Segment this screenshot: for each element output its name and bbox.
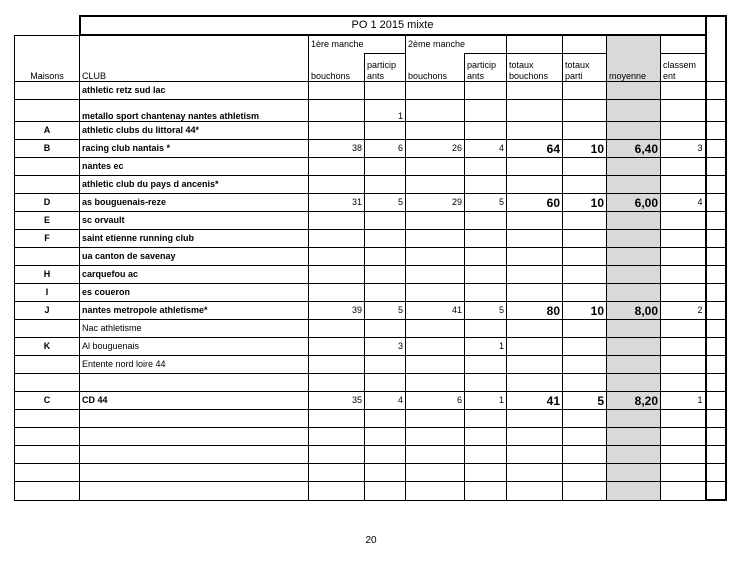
- cell-maison: [15, 410, 80, 428]
- cell-totaux-parti: 5: [563, 392, 607, 410]
- cell-participants-2: 5: [465, 302, 507, 320]
- cell-participants-2: [465, 82, 507, 100]
- cell-club: [80, 446, 309, 464]
- cell-club: [80, 374, 309, 392]
- cell-participants-2: [465, 212, 507, 230]
- cell-participants-2: 5: [465, 194, 507, 212]
- cell-classement: [661, 374, 706, 392]
- cell-totaux-bouchons: [507, 410, 563, 428]
- cell-maison: J: [15, 302, 80, 320]
- cell-totaux-bouchons: [507, 320, 563, 338]
- cell-moyenne: [607, 82, 661, 100]
- header-maisons: Maisons: [15, 54, 80, 82]
- cell-participants-1: [365, 410, 406, 428]
- cell-totaux-parti: [563, 338, 607, 356]
- header-participants-2: particip ants: [465, 54, 507, 82]
- cell-bouchons-1: [309, 410, 365, 428]
- table-row: [15, 338, 726, 356]
- cell-participants-2: [465, 482, 507, 501]
- cell-participants-2: [465, 320, 507, 338]
- cell-bouchons-2: [406, 356, 465, 374]
- cell-participants-2: [465, 248, 507, 266]
- cell-participants-1: [365, 446, 406, 464]
- cell-classement: [661, 158, 706, 176]
- cell-bouchons-1: [309, 356, 365, 374]
- cell-participants-2: [465, 176, 507, 194]
- cell-totaux-parti: [563, 464, 607, 482]
- header-club: CLUB: [80, 54, 309, 82]
- cell-participants-1: [365, 374, 406, 392]
- cell-bouchons-2: [406, 446, 465, 464]
- cell-participants-1: [365, 284, 406, 302]
- cell-totaux-bouchons: [507, 284, 563, 302]
- table-row: [15, 140, 726, 158]
- cell-totaux-bouchons: [507, 446, 563, 464]
- cell-moyenne: [607, 446, 661, 464]
- cell-maison: K: [15, 338, 80, 356]
- cell-participants-2: [465, 158, 507, 176]
- cell-totaux-bouchons: 60: [507, 194, 563, 212]
- cell-bouchons-2: [406, 230, 465, 248]
- cell-participants-1: 6: [365, 140, 406, 158]
- cell-maison: [15, 374, 80, 392]
- cell-participants-1: [365, 122, 406, 140]
- cell-club: Nac athletisme: [80, 320, 309, 338]
- cell-classement: [661, 100, 706, 122]
- cell-totaux-parti: [563, 410, 607, 428]
- cell-participants-2: 4: [465, 140, 507, 158]
- cell-maison: [15, 482, 80, 501]
- header-participants-1: particip ants: [365, 54, 406, 82]
- cell-bouchons-1: [309, 482, 365, 501]
- cell-club: es coueron: [80, 284, 309, 302]
- cell-classement: [661, 338, 706, 356]
- cell-maison: C: [15, 392, 80, 410]
- table-row: [15, 446, 726, 464]
- cell-participants-1: 3: [365, 338, 406, 356]
- cell-maison: [15, 428, 80, 446]
- cell-totaux-parti: 10: [563, 140, 607, 158]
- cell-bouchons-1: [309, 374, 365, 392]
- cell-bouchons-2: 26: [406, 140, 465, 158]
- cell-maison: [15, 464, 80, 482]
- cell-bouchons-2: [406, 482, 465, 501]
- cell-maison: E: [15, 212, 80, 230]
- cell-bouchons-1: [309, 428, 365, 446]
- cell-totaux-bouchons: [507, 176, 563, 194]
- cell-bouchons-1: [309, 212, 365, 230]
- cell-club: saint etienne running club: [80, 230, 309, 248]
- cell-bouchons-2: [406, 374, 465, 392]
- cell-moyenne: [607, 410, 661, 428]
- cell-totaux-parti: [563, 230, 607, 248]
- cell-maison: [15, 158, 80, 176]
- cell-totaux-parti: [563, 82, 607, 100]
- cell-maison: [15, 176, 80, 194]
- cell-classement: [661, 266, 706, 284]
- cell-participants-1: [365, 176, 406, 194]
- page-number: 20: [365, 535, 377, 546]
- cell-totaux-bouchons: 64: [507, 140, 563, 158]
- manche-1-label: 1ère manche: [309, 35, 406, 54]
- cell-participants-2: [465, 230, 507, 248]
- cell-moyenne: 6,40: [607, 140, 661, 158]
- cell-totaux-bouchons: [507, 374, 563, 392]
- cell-participants-1: [365, 212, 406, 230]
- cell-club: [80, 464, 309, 482]
- header-classement: classem ent: [661, 54, 706, 82]
- cell-classement: 2: [661, 302, 706, 320]
- cell-totaux-bouchons: [507, 482, 563, 501]
- cell-classement: [661, 482, 706, 501]
- cell-classement: [661, 410, 706, 428]
- cell-bouchons-2: [406, 100, 465, 122]
- cell-totaux-bouchons: 41: [507, 392, 563, 410]
- cell-classement: 3: [661, 140, 706, 158]
- cell-participants-2: [465, 122, 507, 140]
- cell-totaux-bouchons: [507, 266, 563, 284]
- manche-2-label: 2ème manche: [406, 35, 507, 54]
- cell-participants-1: [365, 248, 406, 266]
- cell-bouchons-1: [309, 100, 365, 122]
- cell-participants-1: [365, 356, 406, 374]
- cell-bouchons-2: [406, 338, 465, 356]
- table-row: [15, 482, 726, 501]
- cell-maison: [15, 320, 80, 338]
- cell-moyenne: [607, 338, 661, 356]
- cell-totaux-parti: [563, 212, 607, 230]
- cell-totaux-parti: [563, 158, 607, 176]
- cell-totaux-bouchons: [507, 122, 563, 140]
- cell-bouchons-2: 6: [406, 392, 465, 410]
- header-bouchons-2: bouchons: [406, 54, 465, 82]
- cell-participants-1: [365, 320, 406, 338]
- table-row: [15, 392, 726, 410]
- table-row: [15, 428, 726, 446]
- cell-participants-1: 5: [365, 194, 406, 212]
- cell-moyenne: [607, 266, 661, 284]
- cell-maison: H: [15, 266, 80, 284]
- table-row: [15, 212, 726, 230]
- cell-moyenne: [607, 374, 661, 392]
- table-row: [15, 302, 726, 320]
- cell-classement: [661, 82, 706, 100]
- cell-totaux-bouchons: [507, 100, 563, 122]
- cell-participants-1: [365, 464, 406, 482]
- cell-bouchons-1: [309, 248, 365, 266]
- cell-bouchons-2: [406, 284, 465, 302]
- table-row: [15, 320, 726, 338]
- header-moyenne: moyenne: [607, 54, 661, 82]
- cell-totaux-parti: [563, 100, 607, 122]
- table-row: [15, 122, 726, 140]
- cell-classement: [661, 464, 706, 482]
- cell-participants-1: [365, 482, 406, 501]
- cell-bouchons-2: [406, 320, 465, 338]
- column-header-row: [15, 54, 726, 82]
- cell-maison: I: [15, 284, 80, 302]
- cell-moyenne: [607, 248, 661, 266]
- cell-participants-1: 1: [365, 100, 406, 122]
- cell-participants-2: [465, 100, 507, 122]
- cell-totaux-parti: [563, 320, 607, 338]
- cell-maison: A: [15, 122, 80, 140]
- cell-bouchons-1: 35: [309, 392, 365, 410]
- cell-moyenne: [607, 176, 661, 194]
- cell-totaux-bouchons: [507, 212, 563, 230]
- cell-bouchons-2: [406, 122, 465, 140]
- table-row: [15, 176, 726, 194]
- cell-totaux-bouchons: [507, 248, 563, 266]
- cell-moyenne: [607, 100, 661, 122]
- cell-participants-2: 1: [465, 338, 507, 356]
- cell-moyenne: [607, 158, 661, 176]
- cell-bouchons-2: [406, 82, 465, 100]
- cell-totaux-bouchons: [507, 230, 563, 248]
- table-row: [15, 266, 726, 284]
- cell-club: carquefou ac: [80, 266, 309, 284]
- results-table: [14, 15, 727, 501]
- cell-participants-1: 5: [365, 302, 406, 320]
- cell-moyenne: [607, 464, 661, 482]
- cell-bouchons-2: [406, 248, 465, 266]
- cell-maison: D: [15, 194, 80, 212]
- cell-club: [80, 428, 309, 446]
- table-row: [15, 194, 726, 212]
- cell-totaux-bouchons: [507, 338, 563, 356]
- cell-totaux-bouchons: [507, 464, 563, 482]
- cell-bouchons-1: [309, 266, 365, 284]
- cell-club: [80, 482, 309, 501]
- table-row: [15, 410, 726, 428]
- cell-classement: [661, 248, 706, 266]
- cell-moyenne: [607, 320, 661, 338]
- cell-totaux-parti: [563, 176, 607, 194]
- cell-bouchons-1: [309, 320, 365, 338]
- cell-participants-1: [365, 230, 406, 248]
- cell-club: racing club nantais *: [80, 140, 309, 158]
- cell-totaux-bouchons: [507, 428, 563, 446]
- cell-totaux-parti: [563, 374, 607, 392]
- header-bouchons-1: bouchons: [309, 54, 365, 82]
- cell-classement: [661, 230, 706, 248]
- cell-moyenne: 8,00: [607, 302, 661, 320]
- cell-totaux-parti: [563, 428, 607, 446]
- cell-participants-1: [365, 428, 406, 446]
- cell-totaux-bouchons: [507, 82, 563, 100]
- cell-maison: B: [15, 140, 80, 158]
- cell-bouchons-1: [309, 158, 365, 176]
- cell-participants-1: [365, 158, 406, 176]
- cell-bouchons-2: [406, 158, 465, 176]
- cell-participants-1: [365, 266, 406, 284]
- table-row: [15, 464, 726, 482]
- title-row: [15, 16, 726, 35]
- cell-classement: [661, 320, 706, 338]
- cell-participants-2: [465, 266, 507, 284]
- cell-bouchons-2: [406, 266, 465, 284]
- cell-bouchons-1: 31: [309, 194, 365, 212]
- cell-moyenne: 8,20: [607, 392, 661, 410]
- cell-bouchons-1: [309, 176, 365, 194]
- cell-participants-1: 4: [365, 392, 406, 410]
- cell-moyenne: [607, 356, 661, 374]
- table-row: [15, 356, 726, 374]
- cell-moyenne: [607, 428, 661, 446]
- cell-participants-2: [465, 374, 507, 392]
- cell-totaux-bouchons: [507, 158, 563, 176]
- cell-participants-2: [465, 410, 507, 428]
- table-row: [15, 158, 726, 176]
- cell-totaux-parti: 10: [563, 194, 607, 212]
- cell-participants-2: [465, 356, 507, 374]
- cell-bouchons-1: [309, 284, 365, 302]
- cell-bouchons-1: [309, 338, 365, 356]
- cell-maison: F: [15, 230, 80, 248]
- table-row: [15, 100, 726, 122]
- cell-classement: [661, 176, 706, 194]
- cell-participants-1: [365, 82, 406, 100]
- cell-maison: [15, 446, 80, 464]
- cell-maison: [15, 82, 80, 100]
- cell-bouchons-2: 29: [406, 194, 465, 212]
- cell-maison: [15, 356, 80, 374]
- table-row: [15, 374, 726, 392]
- cell-moyenne: [607, 230, 661, 248]
- cell-bouchons-1: 38: [309, 140, 365, 158]
- cell-classement: [661, 212, 706, 230]
- cell-moyenne: [607, 482, 661, 501]
- cell-totaux-parti: [563, 122, 607, 140]
- cell-bouchons-1: 39: [309, 302, 365, 320]
- cell-totaux-parti: 10: [563, 302, 607, 320]
- cell-club: nantes metropole athletisme*: [80, 302, 309, 320]
- cell-club: Al bouguenais: [80, 338, 309, 356]
- cell-moyenne: 6,00: [607, 194, 661, 212]
- cell-club: sc orvault: [80, 212, 309, 230]
- cell-club: athletic clubs du littoral 44*: [80, 122, 309, 140]
- cell-totaux-parti: [563, 482, 607, 501]
- table-row: [15, 248, 726, 266]
- cell-classement: [661, 122, 706, 140]
- cell-bouchons-1: [309, 464, 365, 482]
- cell-totaux-parti: [563, 266, 607, 284]
- cell-bouchons-2: [406, 212, 465, 230]
- cell-classement: 4: [661, 194, 706, 212]
- cell-participants-2: [465, 428, 507, 446]
- cell-moyenne: [607, 122, 661, 140]
- cell-classement: 1: [661, 392, 706, 410]
- table-row: [15, 230, 726, 248]
- cell-classement: [661, 284, 706, 302]
- cell-totaux-parti: [563, 284, 607, 302]
- cell-club: athletic retz sud lac: [80, 82, 309, 100]
- cell-maison: [15, 248, 80, 266]
- cell-club: metallo sport chantenay nantes athletism: [80, 100, 309, 122]
- cell-moyenne: [607, 212, 661, 230]
- cell-participants-2: [465, 284, 507, 302]
- cell-club: [80, 410, 309, 428]
- cell-bouchons-1: [309, 446, 365, 464]
- cell-club: as bouguenais-reze: [80, 194, 309, 212]
- cell-totaux-bouchons: 80: [507, 302, 563, 320]
- cell-totaux-parti: [563, 356, 607, 374]
- cell-club: Entente nord loire 44: [80, 356, 309, 374]
- cell-bouchons-1: [309, 82, 365, 100]
- cell-participants-2: 1: [465, 392, 507, 410]
- cell-maison: [15, 100, 80, 122]
- cell-bouchons-1: [309, 230, 365, 248]
- cell-bouchons-2: [406, 176, 465, 194]
- table-row: [15, 82, 726, 100]
- cell-bouchons-2: [406, 410, 465, 428]
- table-row: [15, 284, 726, 302]
- cell-club: nantes ec: [80, 158, 309, 176]
- sheet-title: PO 1 2015 mixte: [80, 16, 706, 35]
- cell-classement: [661, 428, 706, 446]
- cell-bouchons-2: 41: [406, 302, 465, 320]
- cell-participants-2: [465, 464, 507, 482]
- manche-row: [15, 35, 726, 54]
- header-totaux-parti: totaux parti: [563, 54, 607, 82]
- cell-totaux-parti: [563, 248, 607, 266]
- cell-bouchons-2: [406, 464, 465, 482]
- cell-moyenne: [607, 284, 661, 302]
- cell-classement: [661, 446, 706, 464]
- cell-club: athletic club du pays d ancenis*: [80, 176, 309, 194]
- cell-club: ua canton de savenay: [80, 248, 309, 266]
- cell-totaux-parti: [563, 446, 607, 464]
- cell-bouchons-2: [406, 428, 465, 446]
- cell-club: CD 44: [80, 392, 309, 410]
- header-totaux-bouchons: totaux bouchons: [507, 54, 563, 82]
- cell-classement: [661, 356, 706, 374]
- cell-totaux-bouchons: [507, 356, 563, 374]
- cell-participants-2: [465, 446, 507, 464]
- cell-bouchons-1: [309, 122, 365, 140]
